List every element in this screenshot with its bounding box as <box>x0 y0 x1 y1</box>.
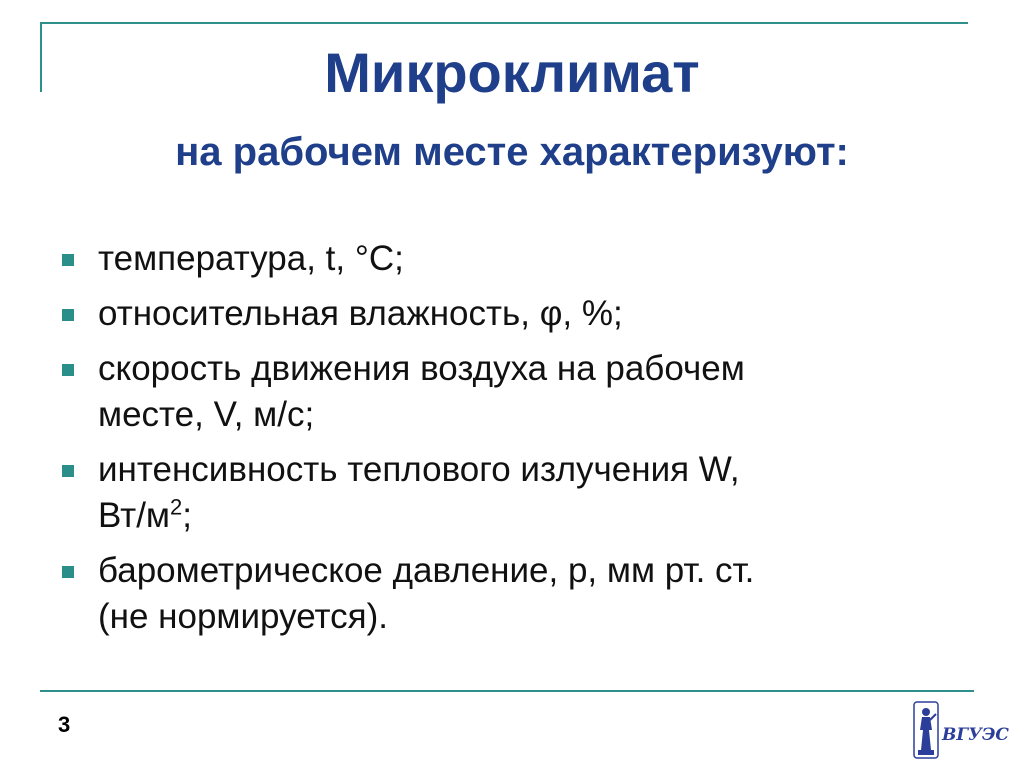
bullet-text-unit <box>98 493 960 539</box>
bullet-text: относительная влажность, φ, %; <box>98 294 623 333</box>
university-statue-logo <box>910 700 1020 760</box>
bullet-humidity <box>60 291 960 337</box>
top-frame-line <box>40 22 968 24</box>
page-number: 3 <box>58 712 71 737</box>
bullet-pressure <box>60 548 960 640</box>
bullet-temperature <box>60 236 960 282</box>
bullet-text: месте, V, м/с; <box>98 395 315 434</box>
bullet-text: (не нормируется). <box>98 597 388 636</box>
slide-subtitle: на рабочем месте характеризуют: <box>175 130 849 174</box>
bullet-text: барометрическое давление, р, мм рт. ст. <box>98 551 755 590</box>
unit-superscript: 2 <box>170 494 183 520</box>
slide-title: Микроклимат <box>324 41 700 104</box>
bullet-air-speed <box>60 346 960 438</box>
square-bullet-icon <box>62 364 74 376</box>
logo-text: ВГУЭС <box>942 725 1009 745</box>
square-bullet-icon <box>62 566 74 578</box>
bullet-text: интенсивность теплового излучения W, <box>98 450 740 489</box>
bullet-list <box>60 236 960 649</box>
bullet-heat-radiation <box>60 447 960 539</box>
square-bullet-icon <box>62 309 74 321</box>
square-bullet-icon <box>62 254 74 266</box>
bottom-rule <box>40 690 974 692</box>
unit-text: Вт/м <box>98 496 170 535</box>
square-bullet-icon <box>62 465 74 477</box>
bullet-text: температура, t, °C; <box>98 239 404 278</box>
unit-punctuation: ; <box>182 496 192 535</box>
bullet-text: скорость движения воздуха на рабочем <box>98 349 745 388</box>
